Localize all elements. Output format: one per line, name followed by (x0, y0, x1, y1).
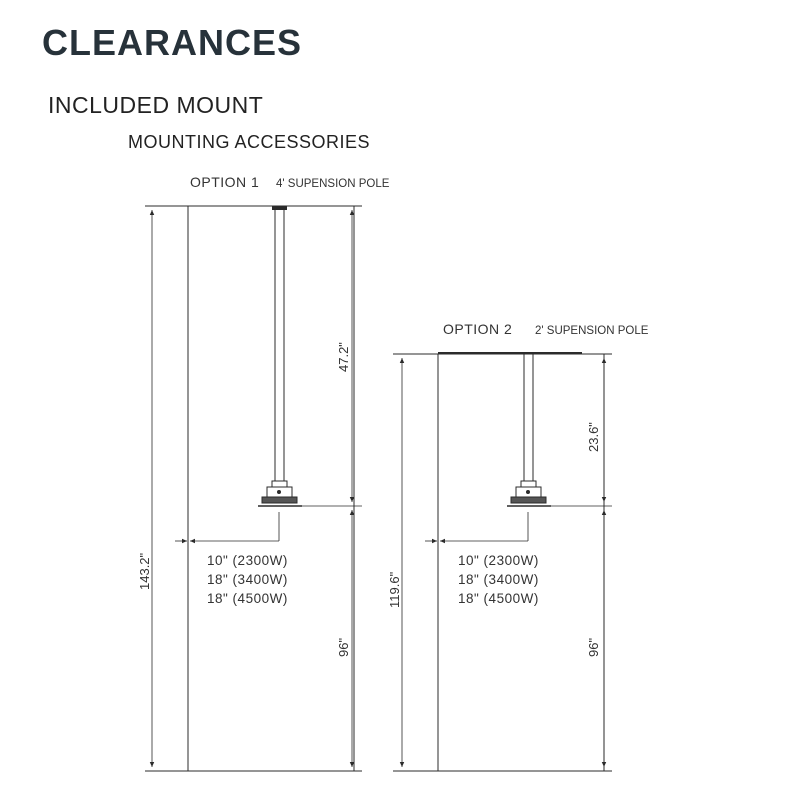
option-2-clearance-3400w: 18" (3400W) (458, 572, 539, 587)
option-1-clearance-4500w: 18" (4500W) (207, 591, 288, 606)
option-1-suspension-pole (275, 206, 284, 481)
svg-text:47.2" (336, 342, 351, 372)
option-1-side-clearances (207, 553, 288, 606)
svg-text:143.2" (137, 552, 152, 590)
option-1-total-height: 143.2" (137, 552, 152, 590)
option-2-floor-clearance: 96" (586, 637, 601, 657)
svg-text:2' SUPENSION POLE (535, 325, 649, 337)
option-1-heater-head (258, 481, 302, 506)
page-title: CLEARANCES (42, 22, 303, 63)
option-2-pole-length: 23.6" (586, 422, 601, 452)
svg-text:18" (3400W) (207, 572, 288, 587)
svg-text:18" (4500W) (458, 591, 539, 606)
svg-text:OPTION 2 (443, 321, 512, 337)
svg-text:10" (2300W) (207, 553, 288, 568)
svg-text:23.6" (586, 422, 601, 452)
option-1-label: OPTION 1 (190, 174, 260, 190)
option-1-pole-label: 4' SUPENSION POLE (276, 178, 390, 190)
section-heading: MOUNTING ACCESSORIES (128, 132, 371, 152)
option-2-heater-head (507, 481, 551, 506)
svg-text:OPTION 1 (190, 174, 259, 190)
option-2-clearance-2300w: 10" (2300W) (458, 553, 539, 568)
svg-text:18" (4500W) (207, 591, 288, 606)
option-2-clearance-4500w: 18" (4500W) (458, 591, 539, 606)
option-2-total-height: 119.6" (387, 571, 402, 608)
option-2-suspension-pole (524, 354, 533, 481)
svg-text:4' SUPENSION POLE (276, 178, 390, 190)
option-1-clearance-3400w: 18" (3400W) (207, 572, 288, 587)
option-2-side-clearances (458, 553, 539, 606)
svg-text:96" (586, 638, 601, 657)
svg-text:96" (336, 638, 351, 657)
page-subtitle: INCLUDED MOUNT (48, 92, 264, 118)
option-2-diagram (387, 321, 649, 771)
option-1-diagram (137, 174, 390, 771)
svg-text:18" (3400W) (458, 572, 539, 587)
option-1-floor-clearance: 96" (336, 637, 351, 657)
option-2-pole-label: 2' SUPENSION POLE (535, 325, 649, 337)
svg-text:119.6" (387, 571, 402, 608)
option-2-label: OPTION 2 (443, 321, 513, 337)
svg-text:10" (2300W) (458, 553, 539, 568)
option-1-clearance-2300w: 10" (2300W) (207, 553, 288, 568)
option-1-pole-length: 47.2" (336, 342, 351, 372)
